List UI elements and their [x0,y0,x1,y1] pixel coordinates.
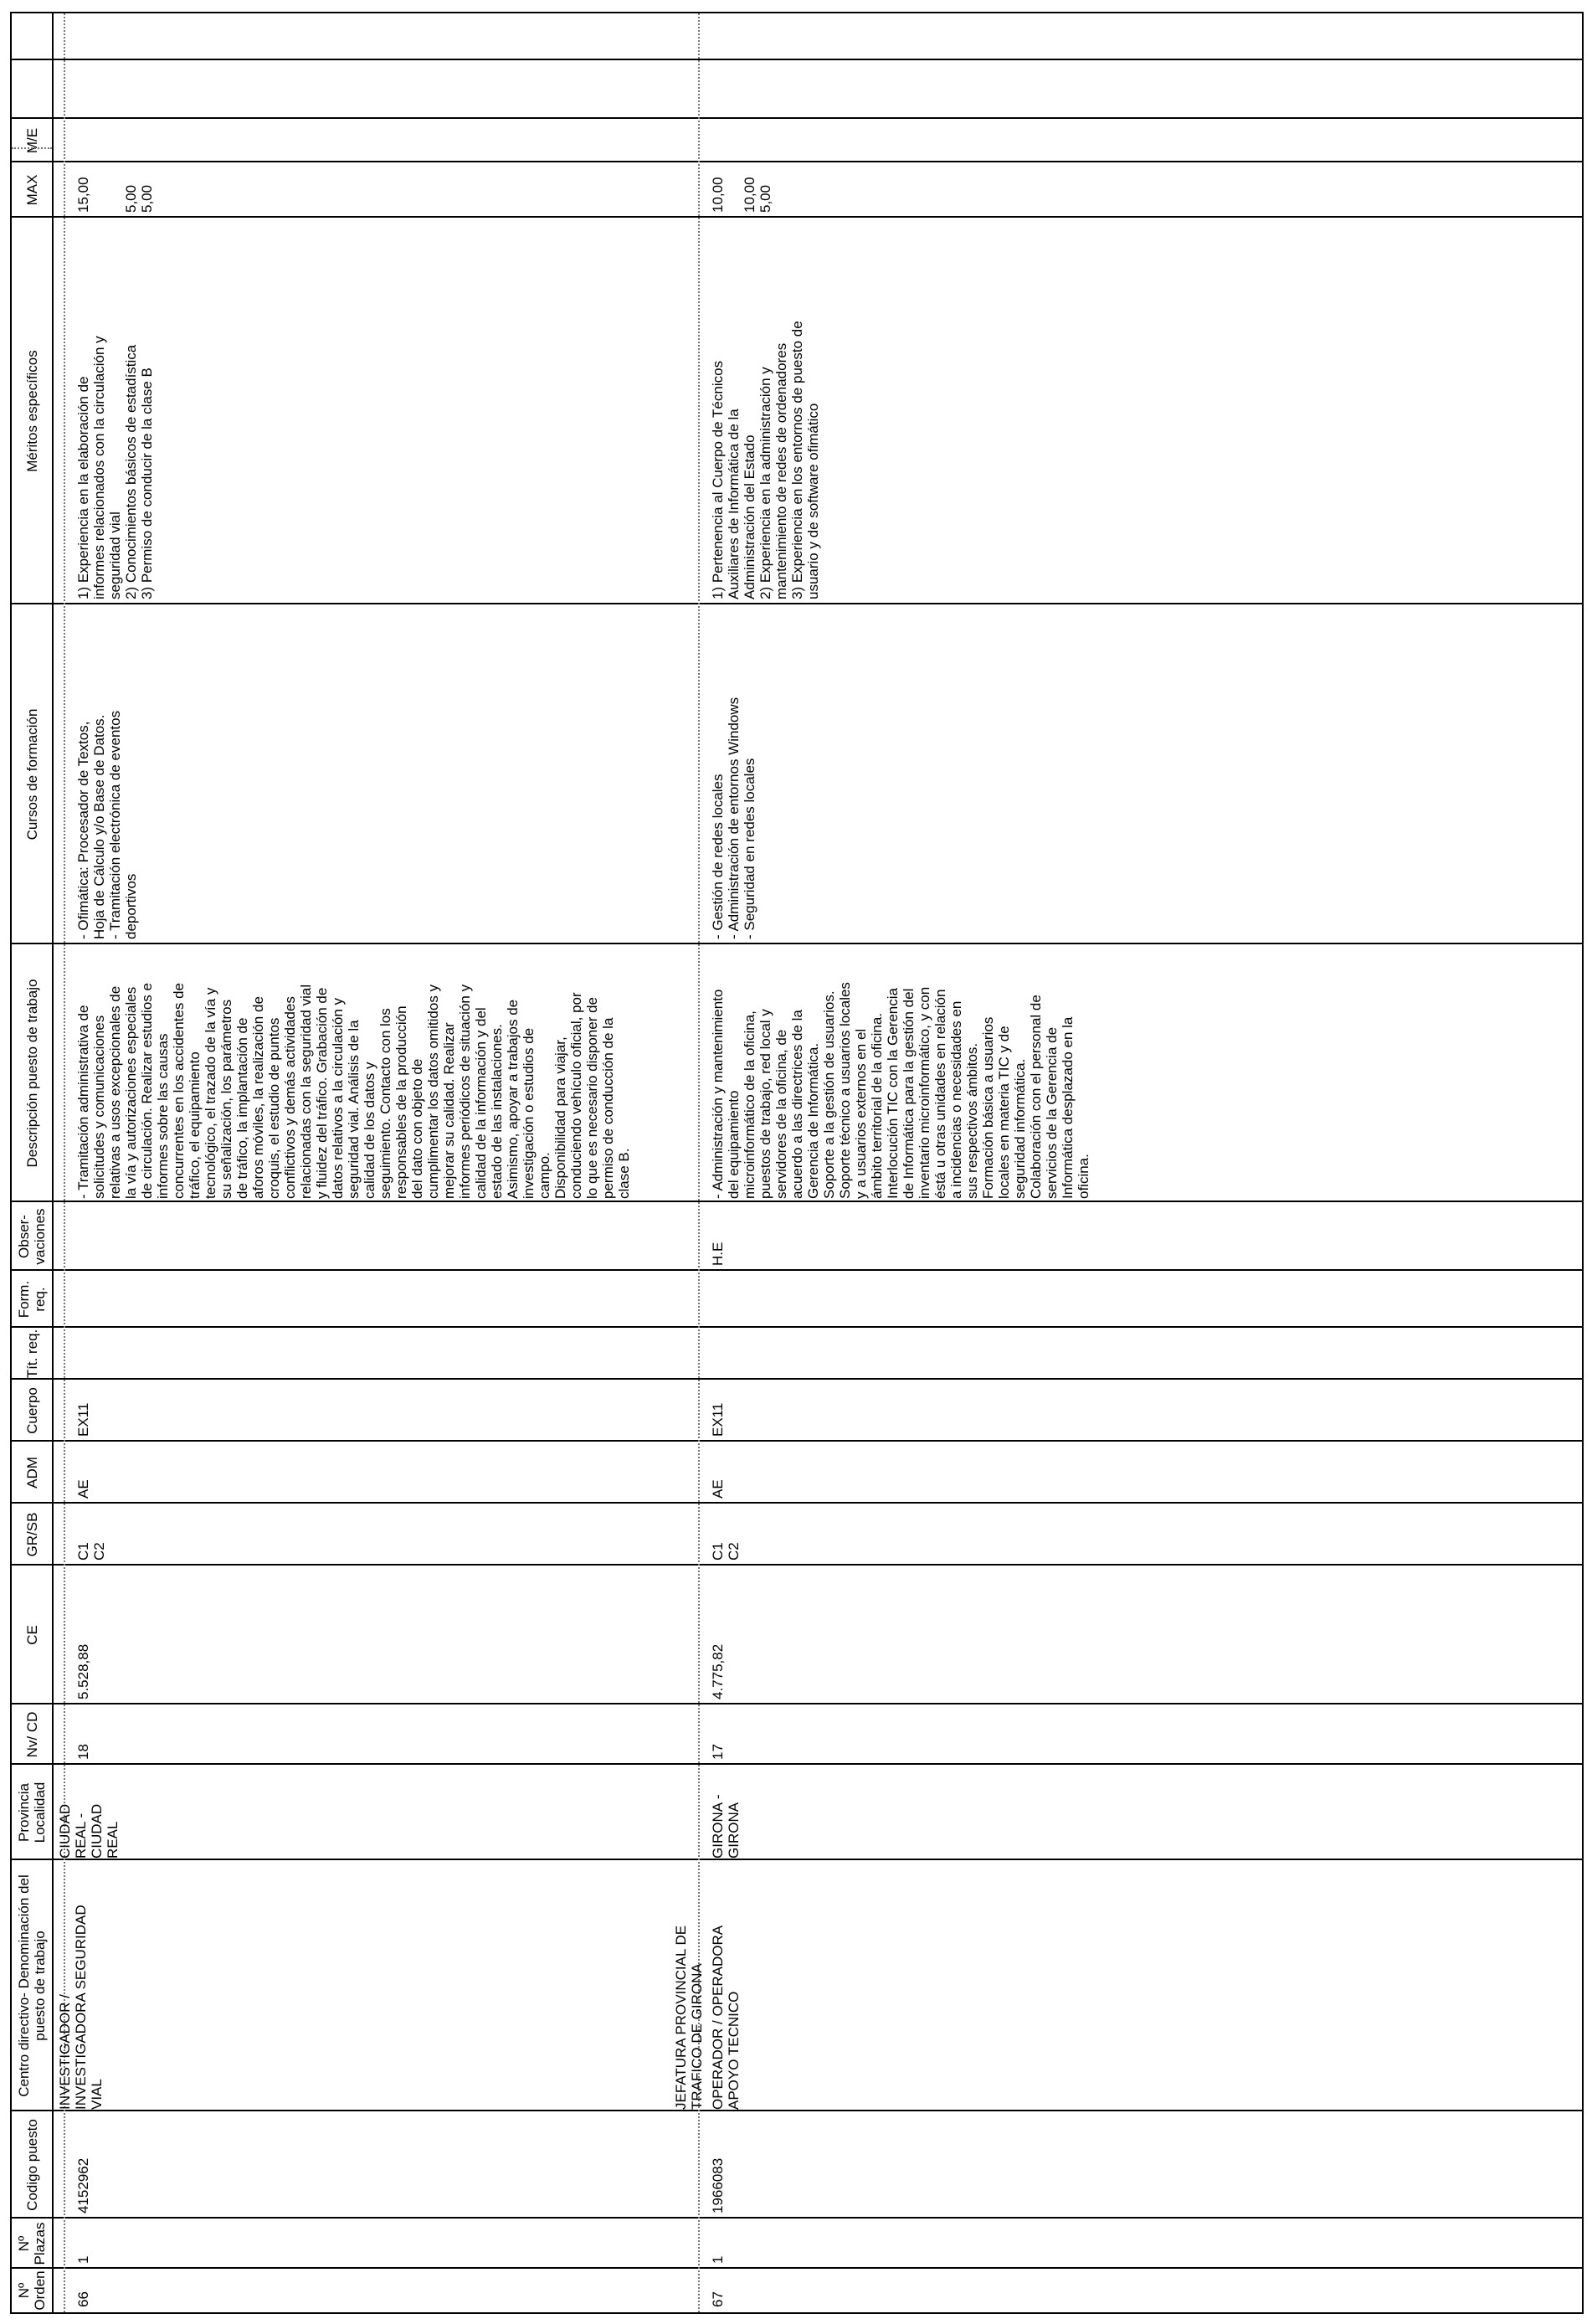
cell-max: 15,00 5,00 5,00 [75,177,155,213]
col-rule [12,1378,1582,1380]
cell-cuerpo: EX11 [710,1402,726,1437]
header-tit: Tít. req. [23,1329,40,1379]
cell-centro: OPERADOR / OPERADORA APOYO TECNICO [710,1925,742,2110]
col-rule [12,1763,1582,1765]
header-provincia: Provincia Localidad [16,1782,48,1843]
col-rule [12,603,1582,604]
cell-observaciones: H.E [710,1242,726,1266]
cell-grupo: C1 C2 [710,1542,742,1560]
cell-ce: 4.775,82 [710,1643,726,1699]
col-rule [12,1859,1582,1860]
cell-orden: 67 [710,2291,726,2307]
cell-provincia: CIUDAD REAL - CIUDAD REAL [57,1803,121,1859]
col-rule [12,1703,1582,1704]
cell-grupo: C1 C2 [75,1542,107,1560]
table-frame [10,12,1584,2314]
header-orden: Nº Orden [16,2270,48,2311]
cell-descripcion: - Tramitación administrativa de solicitudes y comunicaciones relativas a usos excepcionales de la vía y autorizaciones especiales de circulación. Realizar estudios e informes sobre las causas concurrentes en los accidentes de tráfico, el equipamiento tecnológico, el trazado de la vía y su señalización, los parámetros de tráfico, la implantación de aforos móviles, la realización de croquis, el estudio de puntos conflictivos y demás actividades relacionadas con la seguridad vial y fluidez del tráfico. Grabación de datos relativos a la circulación y seguridad vial. Análisis de la calidad de los datos y seguimiento. Contacto con los responsables de la producción del dato con objeto de cumplimentar los datos omitidos y mejorar su calidad. Realizar informes periódicos de situación y calidad de la información y del estado de las instalaciones. Asimismo, apoyar a trabajos de investigación o estudios de campo. Disponibilidad para viajar, conduciendo vehículo oficial, por lo que es necesario disponer de permiso de conducción de la clase B. [75,983,632,1199]
header-observaciones: Obser- vaciones [16,1208,48,1265]
col-rule [12,59,1582,60]
cell-max: 10,00 10,00 5,00 [710,177,773,213]
header-max: MAX [23,174,40,206]
col-rule [12,1502,1582,1504]
header-form: Form. req. [16,1280,48,1319]
cell-provincia: GIRONA - GIRONA [710,1794,742,1859]
cell-ce: 5.528,88 [75,1643,91,1699]
cell-plazas: 1 [710,2255,726,2264]
header-codigo: Codigo puesto [23,2119,40,2211]
cell-cursos: - Gestión de redes locales - Administración de entornos Windows - Seguridad en redes locales [710,697,757,939]
cell-plazas: 1 [75,2255,91,2264]
header-nivel: Nv/ CD [23,1711,40,1758]
cell-cursos: - Ofimática: Procesador de Textos, Hoja de Cálculo y/o Base de Datos. - Tramitación electrónica de eventos deportivos [75,710,139,939]
cell-cuerpo: EX11 [75,1402,91,1437]
col-rule [12,1201,1582,1202]
cell-nivel: 17 [710,1744,726,1760]
col-rule [12,216,1582,218]
cell-codigo: 1966083 [710,2157,726,2213]
cell-meritos: 1) Pertenencia al Cuerpo de Técnicos Auxiliares de Informática de la Administración del Estado 2) Experiencia en la administración y mantenimiento de redes de ordenadores 3) Experiencia en los entornos de puesto de usuario y de software ofimático [710,321,821,599]
cell-descripcion: - Administración y mantenimiento del equipamiento microinformático de la oficina, puestos de trabajo, red local y servidores de la oficina, de acuerdo a las directrices de la Gerencia de Informática. Soporte a la gestión de usuarios. Soporte técnico a usuarios locales y a usuarios externos en el ámbito territorial de la oficina. Interlocución TIC con la Gerencia de Informática para la gestión del inventario microinformático, y con éstá u otras unidades en relación a incidencias o necesidades en sus respectivos ámbitos. Formación básica a usuarios locales en materia TIC y de seguridad informática. Colaboración con el personal de servicios de la Gerencia de Informática desplazado en la oficina. [710,982,1091,1199]
header-cuerpo: Cuerpo [23,1387,40,1434]
header-centro: Centro directivo- Denominación del puesto de trabajo [16,1874,48,2097]
header-cursos: Cursos de formación [23,708,40,841]
header-meritos: Méritos específicos [23,350,40,472]
cell-adm: AE [75,1479,91,1499]
col-rule [12,1326,1582,1328]
cell-centro-group: JEFATURA PROVINCIAL DE TRAFICO DE GIRONA [673,1925,705,2110]
col-rule [12,2267,1582,2269]
header-adm: ADM [23,1457,40,1488]
header-me: M/E [23,127,40,154]
cell-centro: INVESTIGADOR / INVESTIGADORA SEGURIDAD VIAL [57,1905,105,2110]
cell-meritos: 1) Experiencia en la elaboración de informes relacionados con la circulación y seguridad vial 2) Conocimientos básicos de estadística 3) Permiso de conducir de la clase B [75,336,155,599]
cell-orden: 66 [75,2291,91,2307]
dotted-divider [12,147,52,149]
col-rule [12,1440,1582,1442]
header-grupo: GR/SB [23,1512,40,1557]
col-rule [12,161,1582,162]
col-rule [12,2217,1582,2219]
header-descripcion: Descripción puesto de trabajo [23,979,40,1168]
col-rule [12,1564,1582,1566]
header-plazas: Nº Plazas [16,2222,48,2265]
col-rule [12,1269,1582,1271]
col-rule [12,2110,1582,2111]
header-ce: CE [23,1625,40,1645]
cell-codigo: 4152962 [75,2157,91,2213]
cell-adm: AE [710,1479,726,1499]
header-rule [52,13,54,2312]
cell-nivel: 18 [75,1744,91,1760]
col-rule [12,117,1582,119]
